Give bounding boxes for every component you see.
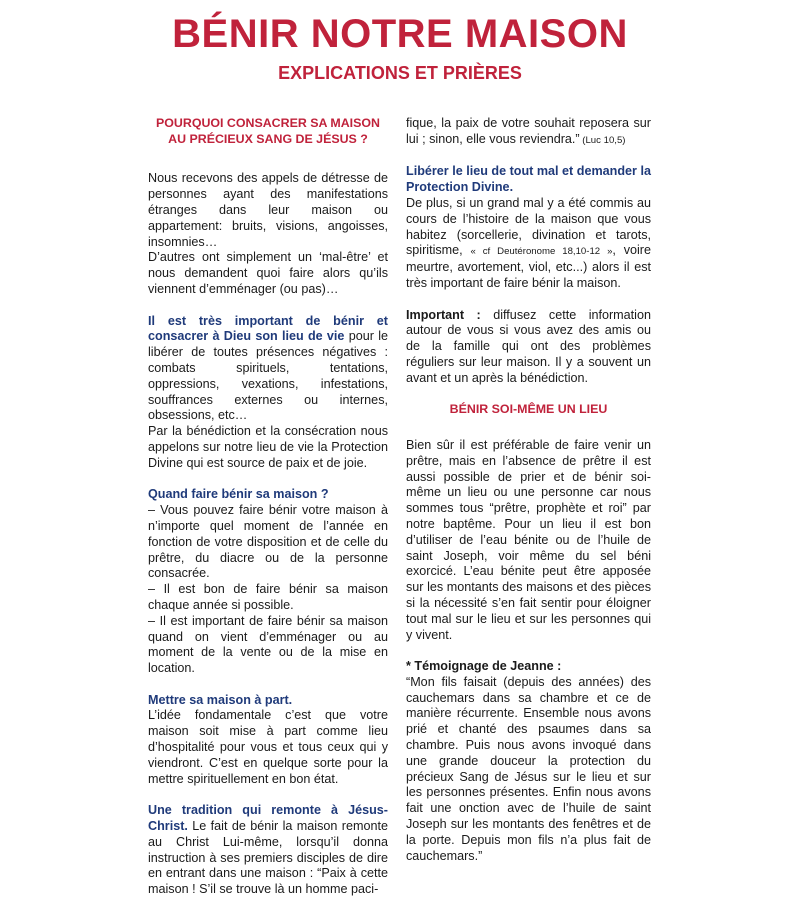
paragraph-mal-etre: D’autres ont simplement un ‘mal-être’ et nous demandent quoi faire alors qu’ils viennent d’emménager (ou pas)… — [148, 250, 388, 296]
text-liberer: De plus, si un grand mal y a été commis au cours de l’histoire de la maison que vous habitez (sorcellerie, divination et tarots, spiritisme, — [406, 195, 651, 258]
text-important: diffusez cette information autour de vous si vous avez des amis ou de la famille qui ont des problèmes réguliers sur leur maison. Il y a souvent un avant et un après la bénédiction. — [406, 307, 651, 385]
paragraph-protection-divine: Par la bénédiction et la consécration nous appelons sur notre lieu de vie la Protection Divine qui est source de paix et de joie. — [148, 424, 388, 470]
heading-tradition: Une tradition qui remonte à Jésus-Christ. — [148, 803, 388, 834]
reference-deuteronome: « cf Deutéronome 18,10-12 » — [470, 246, 613, 258]
item-quand-1: – Vous pouvez faire bénir votre maison à n’importe quel moment de l’année en fonction de votre disposition et de celle du prêtre, du diacre ou de la personne consacrée. — [148, 503, 388, 581]
heading-quand-benir: Quand faire bénir sa maison ? — [148, 487, 329, 502]
label-temoignage: * Témoignage de Jeanne : — [406, 659, 562, 674]
paragraph-benir-soi-meme: Bien sûr il est préférable de faire venir un prêtre, mais en l’absence de prêtre il est aussi possible de prier et de bénir soi-même un lieu ou une personne car nous sommes tous “prêtre, prophète et roi” par notre baptême. Pour un lieu il est bon d’utiliser de l’eau bénite ou de l’huile de saint Joseph, voir même du sel béni exorcicé. L’eau bénite peut être apposée sur les montants des maisons et des pièces si la nécessité s’en fait sentir pour éloigner tout mal sur le lieu et sur les personnes qui y vivent. — [406, 437, 651, 642]
section-title-benir-soi-meme: BÉNIR SOI-MÊME UN LIEU — [449, 402, 608, 417]
paragraph-liberer — [406, 196, 651, 292]
paragraph-important — [406, 308, 651, 387]
heading-liberer: Libérer le lieu de tout mal et demander la Protection Divine. — [406, 164, 651, 195]
right-column — [406, 116, 651, 864]
highlight-important-benir: Il est très important de bénir et consacrer à Dieu son lieu de vie — [148, 313, 388, 344]
text-tradition: Le fait de bénir la maison remonte au Christ Lui-même, lorsqu’il donna instruction à ses premiers disciples de dire en entrant dans une maison : “Paix à cette maison ! S’il se trouve là un homme paci- — [148, 819, 388, 897]
section-title-pourquoi-line1: POURQUOI CONSACRER SA MAISON — [156, 116, 380, 130]
heading-mettre-a-part: Mettre sa maison à part. — [148, 692, 293, 707]
paragraph-tradition — [148, 803, 388, 898]
text-continuation: fique, la paix de votre souhait reposera sur lui ; sinon, elle vous reviendra.” — [406, 116, 651, 146]
reference-luc: (Luc 10,5) — [579, 134, 626, 146]
page-title: BÉNIR NOTRE MAISON — [172, 12, 628, 56]
item-quand-3: – Il est important de faire bénir sa maison quand on vient d’emménager ou au moment de la vente ou de la mise en location. — [148, 613, 388, 676]
paragraph-important-benir — [148, 314, 388, 425]
paragraph-temoignage: “Mon fils faisait (depuis des années) des cauchemars dans sa chambre et ce de manière récurrente. Ensemble nous avons prié et chanté des psaumes dans sa chambre. Puis nous avons invoqué dans une grande douceur la protection du précieux Sang de Jésus sur le lieu et sur les personnes présentes. Enfin nous avons fait une onction avec de l’huile de saint Joseph sur les montants des fenêtres et de la porte. Depuis mon fils n’a plus fait de cauchemars.” — [406, 674, 651, 863]
label-important: Important : — [406, 307, 481, 322]
section-title-pourquoi-line2: AU PRÉCIEUX SANG DE JÉSUS ? — [168, 131, 368, 146]
paragraph-appels: Nous recevons des appels de détresse de personnes ayant des manifestations étranges dans leur maison ou appartement: bruits, visions, angoisses, insomnies… — [148, 171, 388, 249]
paragraph-mettre-a-part: L’idée fondamentale c’est que votre maison soit mise à part comme lieu d’hospitalité pour vous et tous ceux qui y viendront. C’est en quelque sorte pour la mettre spirituellement en bon état. — [148, 708, 388, 786]
item-quand-2: – Il est bon de faire bénir sa maison chaque année si possible. — [148, 582, 388, 612]
left-column — [148, 116, 388, 898]
paragraph-continuation — [406, 116, 651, 149]
page-subtitle: EXPLICATIONS ET PRIÈRES — [278, 63, 522, 83]
text-liberer-presences: pour le libérer de toutes présences négatives : combats spirituels, tentations, oppressions, vexations, infestations, souffrances externes ou internes, obsessions, etc… — [148, 329, 388, 423]
text-liberer-rest: , voire meurtre, avortement, viol, etc...) alors il est très important de faire bénir la maison. — [406, 243, 651, 290]
